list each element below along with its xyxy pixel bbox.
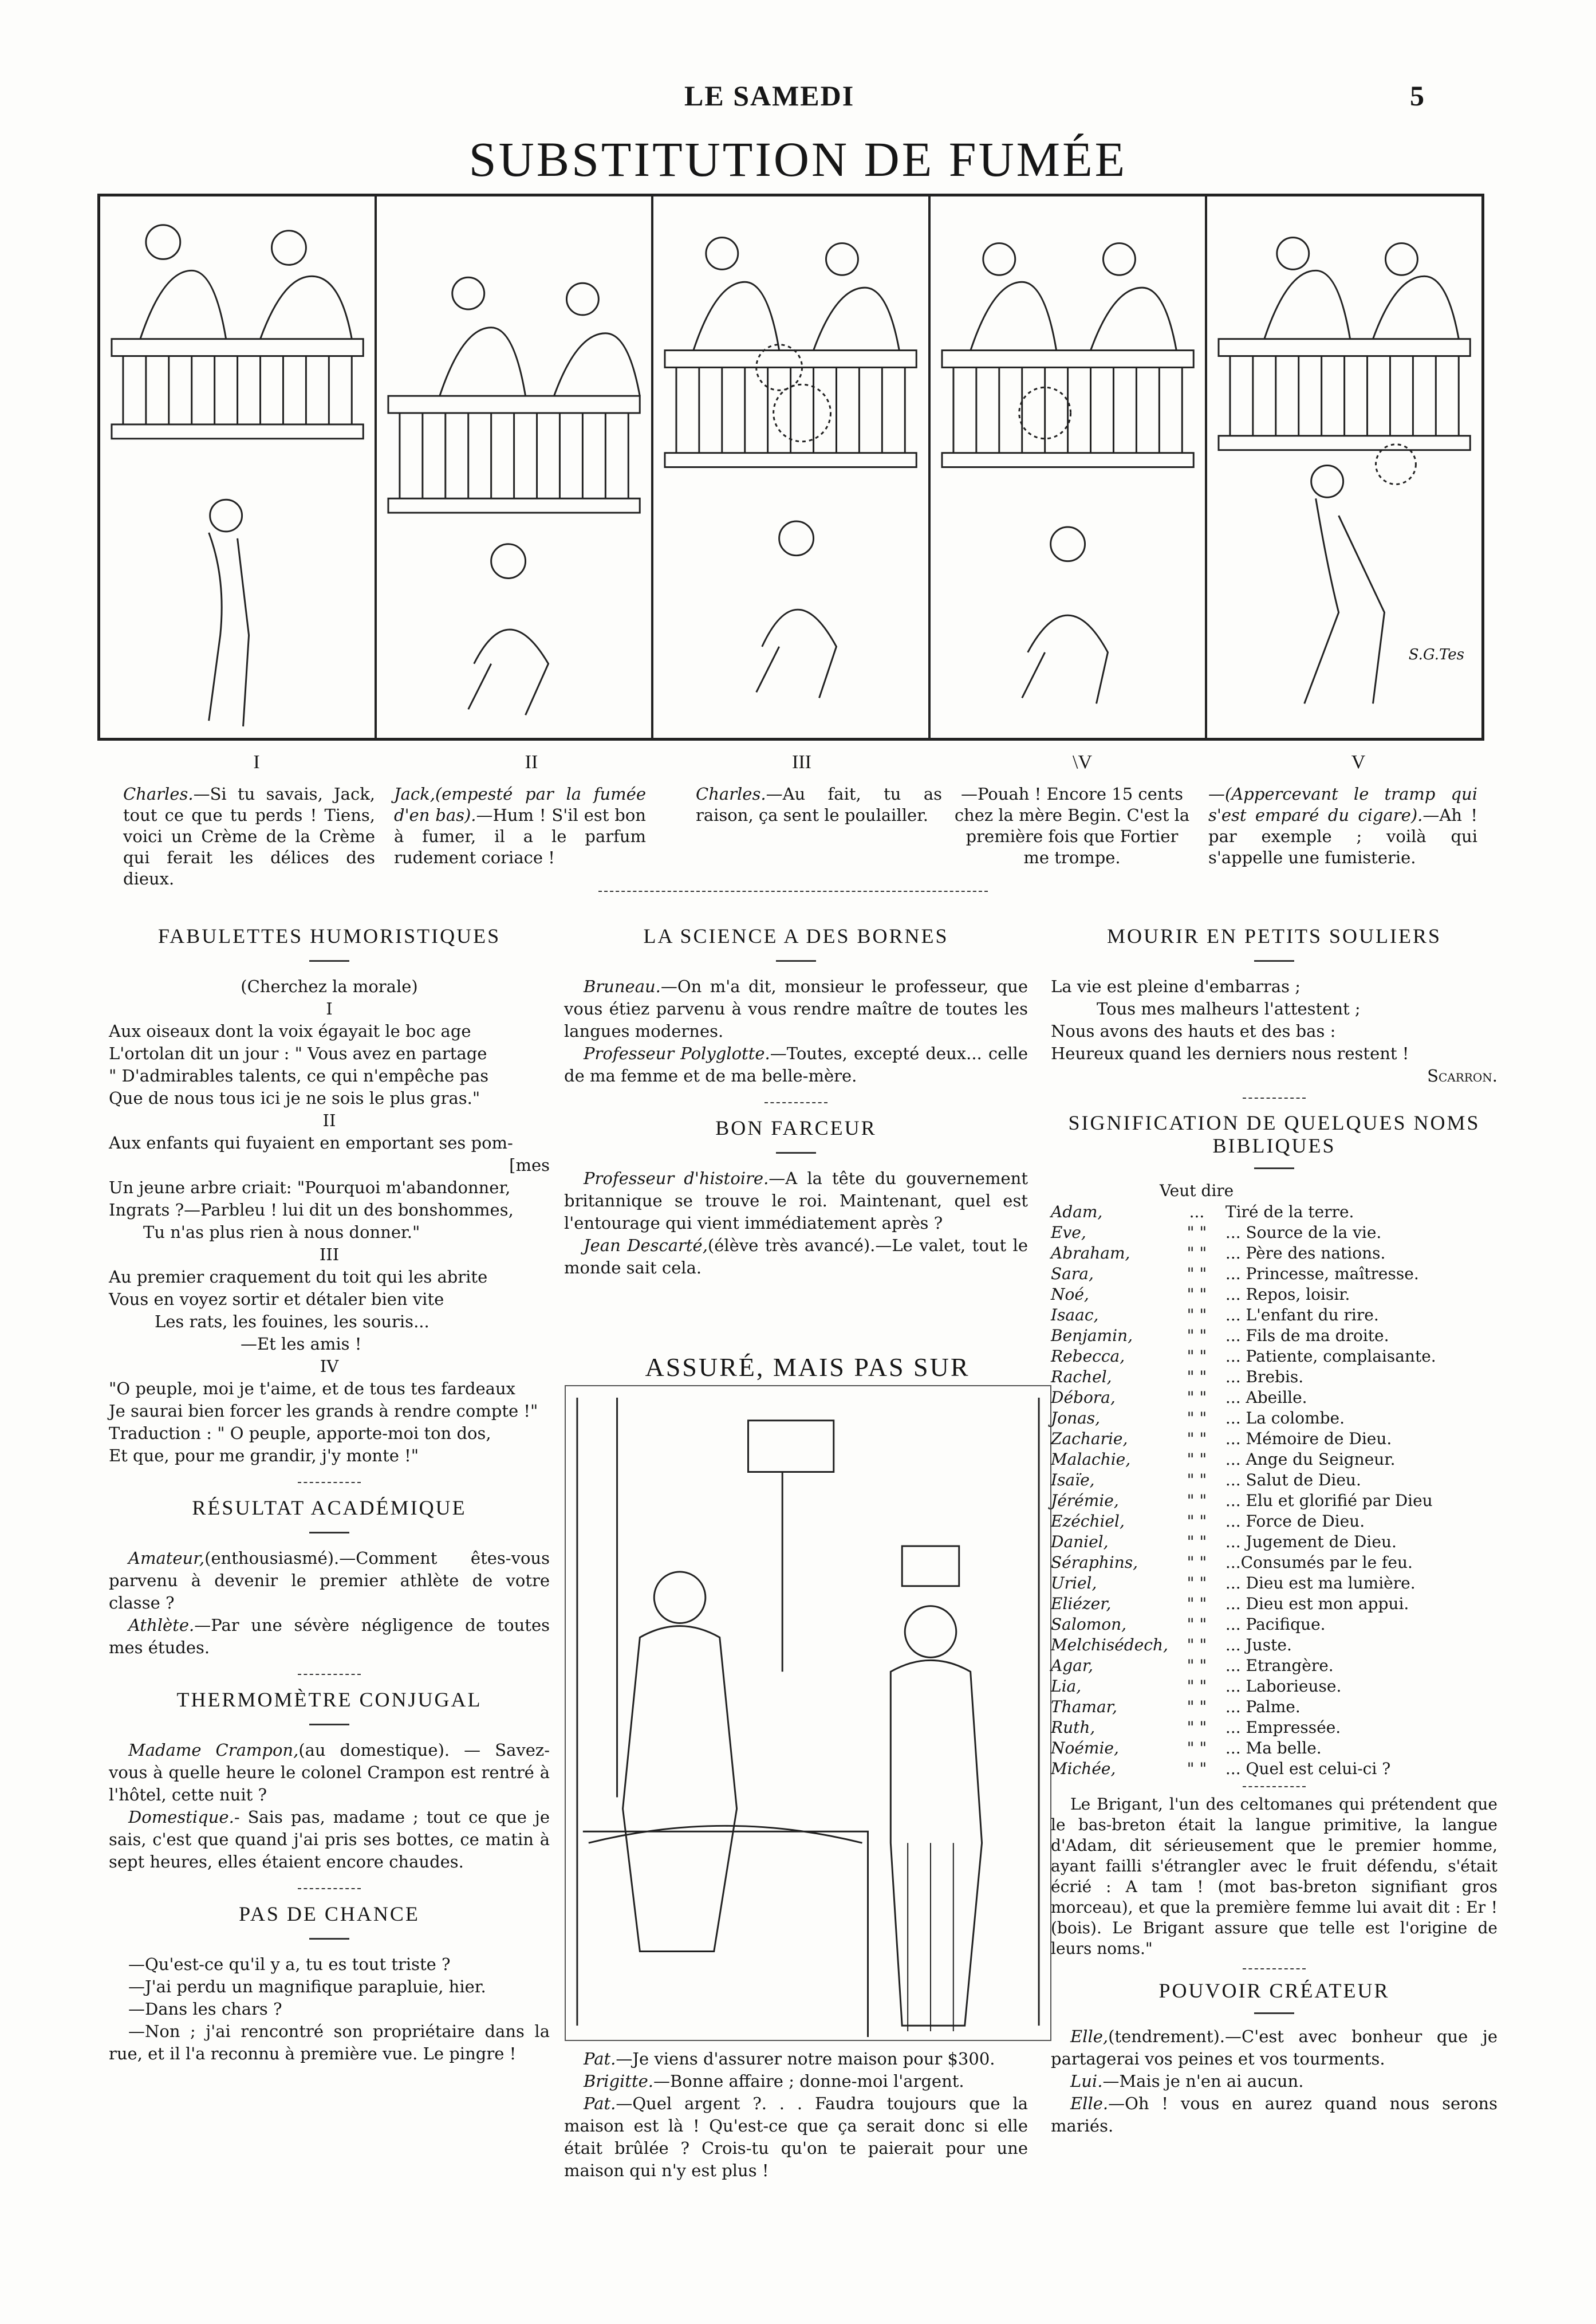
ditto-mark: " " bbox=[1187, 1553, 1207, 1572]
comic-panel-2 bbox=[377, 196, 653, 738]
speaker: Pat. bbox=[584, 2049, 616, 2069]
caption-speaker: Jack,(empesté par la fumée d'en bas). bbox=[394, 784, 646, 825]
biblical-name: Rachel, bbox=[1051, 1367, 1112, 1386]
names-table-header: Veut dire bbox=[1160, 1181, 1234, 1200]
ditto-mark: " " bbox=[1187, 1532, 1207, 1551]
dialogue-line bbox=[564, 976, 1028, 1043]
panel-drawing-2 bbox=[377, 196, 651, 738]
name-meaning: ... Jugement de Dieu. bbox=[1225, 1532, 1397, 1551]
speaker: Athlète. bbox=[128, 1615, 195, 1635]
thermometre-heading: THERMOMÈTRE CONJUGAL bbox=[176, 1688, 482, 1711]
panel-drawing-4 bbox=[931, 196, 1205, 738]
speaker: Elle, bbox=[1070, 2027, 1109, 2046]
page-number: 5 bbox=[1410, 80, 1425, 112]
biblical-name: Isaïe, bbox=[1051, 1470, 1095, 1489]
speech: —Toutes, excepté deux... celle de ma femme et de ma belle-mère. bbox=[564, 1044, 1028, 1086]
biblical-name: Agar, bbox=[1051, 1656, 1094, 1675]
caption-speaker: Charles. bbox=[696, 784, 766, 804]
name-meaning: ... Empressée. bbox=[1225, 1718, 1341, 1737]
poem-line: La vie est pleine d'embarras ; bbox=[1051, 977, 1301, 996]
caption-2 bbox=[394, 784, 646, 868]
ditto-mark: " " bbox=[1187, 1305, 1207, 1324]
journal-name: LE SAMEDI bbox=[684, 80, 855, 112]
name-row bbox=[1051, 1326, 1498, 1346]
biblical-name: Séraphins, bbox=[1051, 1553, 1138, 1572]
poem-line: Heureux quand les derniers nous restent ! bbox=[1051, 1044, 1409, 1063]
fable-line: Aux oiseaux dont la voix égayait le boc age bbox=[109, 1021, 471, 1041]
ditto-mark: ... bbox=[1189, 1202, 1205, 1221]
name-row bbox=[1051, 1614, 1498, 1635]
name-meaning: ... Repos, loisir. bbox=[1225, 1285, 1350, 1304]
name-row bbox=[1051, 1284, 1498, 1305]
name-row bbox=[1051, 1429, 1498, 1449]
ditto-mark: " " bbox=[1187, 1223, 1207, 1242]
name-meaning: ... Ange du Seigneur. bbox=[1225, 1450, 1396, 1469]
poem-line: Nous avons des hauts et des bas : bbox=[1051, 1021, 1336, 1041]
name-row bbox=[1051, 1202, 1498, 1222]
ditto-mark: " " bbox=[1187, 1615, 1207, 1634]
panel-numeral-5: V bbox=[1351, 752, 1366, 773]
fable-line: Que de nous tous ici je ne sois le plus gras." bbox=[109, 1088, 480, 1108]
fable-line: Les rats, les fouines, les souris... bbox=[155, 1312, 429, 1331]
panel-numeral-1: I bbox=[253, 752, 260, 773]
illustration-drawing bbox=[566, 1386, 1050, 2040]
ditto-mark: " " bbox=[1187, 1574, 1207, 1592]
name-meaning: ... Palme. bbox=[1225, 1697, 1301, 1716]
biblical-name: Débora, bbox=[1051, 1388, 1116, 1407]
divider bbox=[309, 1938, 349, 1940]
fable-line: " D'admirables talents, ce qui n'empêche pas bbox=[109, 1066, 489, 1086]
speech: - Sais pas, madame ; tout ce que je sais, c'est que quand j'ai pris ses bottes, ce matin à sept heures, elles étaient encore chaudes. bbox=[109, 1807, 550, 1871]
fable-line: Au premier craquement du toit qui les abrite bbox=[109, 1267, 488, 1287]
signification-heading: SIGNIFICATION DE QUELQUES NOMS BIBLIQUES bbox=[1068, 1111, 1480, 1157]
fabulettes-heading: FABULETTES HUMORISTIQUES bbox=[157, 925, 501, 947]
name-row bbox=[1051, 1655, 1498, 1676]
fable-line: Tu n'as plus rien à nous donner." bbox=[143, 1222, 420, 1242]
name-row bbox=[1051, 1264, 1498, 1284]
poem-line: Tous mes malheurs l'attestent ; bbox=[1097, 999, 1361, 1019]
mourir-heading: MOURIR EN PETITS SOULIERS bbox=[1106, 925, 1442, 947]
biblical-name: Thamar, bbox=[1051, 1697, 1117, 1716]
dialogue-line bbox=[1051, 2070, 1498, 2093]
divider bbox=[298, 1674, 361, 1675]
brigant-paragraph: Le Brigant, l'un des celtomanes qui prétendent que le bas-breton était la langue primitive, la langue d'Adam, dit sérieusement que le premier homme, ayant failli s'étrangler avec le fruit défendu, s'était écrié : A tam ! (mot bas-breton signifiant gros morceau), et que la première femme lui avait dit : Er ! (bois). Le Brigant assure que telle est l'origine de leurs noms." bbox=[1051, 1795, 1498, 1958]
divider bbox=[1243, 1786, 1306, 1787]
divider bbox=[776, 960, 816, 962]
speech: —A la tête du gouvernement britannique se trouve le roi. Maintenant, quel est l'entourage qui vient immédiatement après ? bbox=[564, 1169, 1028, 1233]
fable-line: L'ortolan dit un jour : " Vous avez en partage bbox=[109, 1044, 487, 1063]
divider bbox=[598, 891, 988, 892]
name-row bbox=[1051, 1594, 1498, 1614]
name-meaning: ... Dieu est mon appui. bbox=[1225, 1594, 1409, 1613]
dialogue-line bbox=[564, 1234, 1028, 1279]
biblical-name: Michée, bbox=[1051, 1759, 1116, 1778]
speaker: Professeur Polyglotte. bbox=[584, 1044, 770, 1063]
speech: (enthousiasmé).—Comment êtes-vous parvenu à devenir le premier athlète de votre classe ? bbox=[109, 1548, 550, 1613]
speech: (élève très avancé).—Le valet, tout le monde sait cela. bbox=[564, 1236, 1028, 1277]
name-meaning: ... Brebis. bbox=[1225, 1367, 1304, 1386]
speaker: Domestique. bbox=[128, 1807, 234, 1827]
fable-number: IV bbox=[320, 1356, 339, 1376]
caption-text: —Ah ! par exemple ; voilà qui s'appelle une fumisterie. bbox=[1208, 805, 1477, 867]
pas-de-chance-heading: PAS DE CHANCE bbox=[239, 1902, 420, 1925]
fable-number: II bbox=[322, 1111, 336, 1130]
biblical-name: Eliézer, bbox=[1051, 1594, 1112, 1613]
divider bbox=[309, 1532, 349, 1533]
name-meaning: ... Fils de ma droite. bbox=[1225, 1326, 1389, 1345]
name-row bbox=[1051, 1573, 1498, 1594]
divider bbox=[298, 1888, 361, 1889]
ditto-mark: " " bbox=[1187, 1697, 1207, 1716]
ditto-mark: " " bbox=[1187, 1326, 1207, 1345]
artist-signature: S.G.Tes bbox=[1408, 646, 1465, 663]
page-title: SUBSTITUTION DE FUMÉE bbox=[468, 132, 1128, 187]
dialogue-line bbox=[564, 2048, 1028, 2070]
name-meaning: ... Salut de Dieu. bbox=[1225, 1470, 1361, 1489]
ditto-mark: " " bbox=[1187, 1450, 1207, 1469]
name-meaning: ... L'enfant du rire. bbox=[1225, 1305, 1379, 1324]
ditto-mark: " " bbox=[1187, 1285, 1207, 1304]
fable-line: Vous en voyez sortir et détaler bien vite bbox=[109, 1289, 444, 1309]
dialogue-line bbox=[1051, 2093, 1498, 2137]
name-row bbox=[1051, 1552, 1498, 1573]
divider bbox=[1254, 1167, 1294, 1169]
ditto-mark: " " bbox=[1187, 1367, 1207, 1386]
fable-line: Je saurai bien forcer les grands à rendre compte !" bbox=[109, 1401, 538, 1421]
biblical-name: Eve, bbox=[1051, 1223, 1086, 1242]
dialogue-line bbox=[564, 1043, 1028, 1087]
ditto-mark: " " bbox=[1187, 1388, 1207, 1407]
ditto-mark: " " bbox=[1187, 1429, 1207, 1448]
divider bbox=[776, 1152, 816, 1154]
ditto-mark: " " bbox=[1187, 1718, 1207, 1737]
divider bbox=[309, 960, 349, 962]
biblical-name: Noé, bbox=[1051, 1285, 1089, 1304]
name-row bbox=[1051, 1367, 1498, 1387]
biblical-name: Lia, bbox=[1051, 1677, 1082, 1696]
name-meaning: ... Abeille. bbox=[1225, 1388, 1307, 1407]
panel-drawing-1 bbox=[100, 196, 375, 738]
fable-line: Et que, pour me grandir, j'y monte !" bbox=[109, 1446, 419, 1465]
column-left bbox=[109, 925, 550, 2065]
name-row bbox=[1051, 1243, 1498, 1264]
ditto-mark: " " bbox=[1187, 1347, 1207, 1366]
panel-numeral-4: \V bbox=[1073, 752, 1092, 773]
biblical-name: Rebecca, bbox=[1051, 1347, 1125, 1366]
assure-heading: ASSURÉ, MAIS PAS SUR bbox=[645, 1352, 970, 1382]
fable-line: [mes bbox=[509, 1155, 550, 1175]
pouvoir-heading: POUVOIR CRÉATEUR bbox=[1158, 1979, 1390, 2002]
dialogue-line bbox=[109, 1739, 550, 1806]
dialogue-line bbox=[109, 1806, 550, 1873]
name-meaning: ... Etrangère. bbox=[1225, 1656, 1334, 1675]
name-meaning: ... Force de Dieu. bbox=[1225, 1512, 1365, 1531]
name-meaning: ... Pacifique. bbox=[1225, 1615, 1326, 1634]
biblical-name: Benjamin, bbox=[1051, 1326, 1133, 1345]
caption-4 bbox=[952, 784, 1192, 868]
fable-line: Traduction : " O peuple, apporte-moi ton dos, bbox=[109, 1424, 491, 1443]
name-row bbox=[1051, 1635, 1498, 1655]
name-meaning: ... Mémoire de Dieu. bbox=[1225, 1429, 1392, 1448]
biblical-name: Ezéchiel, bbox=[1051, 1512, 1125, 1531]
dialogue-line: —J'ai perdu un magnifique parapluie, hier. bbox=[128, 1977, 486, 1996]
name-row bbox=[1051, 1717, 1498, 1738]
dialogue-line bbox=[564, 2093, 1028, 2182]
biblical-name: Adam, bbox=[1051, 1202, 1103, 1221]
name-meaning: Tiré de la terre. bbox=[1225, 1202, 1354, 1221]
name-meaning: ... La colombe. bbox=[1225, 1409, 1345, 1428]
ditto-mark: " " bbox=[1187, 1491, 1207, 1510]
name-meaning: ... Juste. bbox=[1225, 1635, 1292, 1654]
speech: —Oh ! vous en aurez quand nous serons mariés. bbox=[1051, 2094, 1498, 2136]
caption-1 bbox=[123, 784, 375, 890]
biblical-name: Daniel, bbox=[1051, 1532, 1109, 1551]
name-row bbox=[1051, 1408, 1498, 1429]
comic-panel-1 bbox=[100, 196, 377, 738]
dialogue-line: —Non ; j'ai rencontré son propriétaire dans la rue, et il l'a reconnu à première vue. Le pingre ! bbox=[109, 2022, 550, 2063]
panel-numeral-3: III bbox=[792, 752, 811, 773]
name-meaning: ... Elu et glorifié par Dieu bbox=[1225, 1491, 1433, 1510]
column-middle bbox=[564, 925, 1028, 1279]
speaker: Elle. bbox=[1070, 2094, 1109, 2113]
name-meaning: ... Source de la vie. bbox=[1225, 1223, 1382, 1242]
fabulettes-subtitle: (Cherchez la morale) bbox=[241, 977, 418, 996]
name-row bbox=[1051, 1759, 1498, 1779]
name-row bbox=[1051, 1697, 1498, 1717]
name-row bbox=[1051, 1470, 1498, 1491]
name-row bbox=[1051, 1491, 1498, 1511]
bon-farceur-heading: BON FARCEUR bbox=[715, 1116, 877, 1139]
fable-line: Aux enfants qui fuyaient en emportant ses pom- bbox=[109, 1133, 513, 1153]
speaker: Bruneau. bbox=[584, 977, 661, 996]
ditto-mark: " " bbox=[1187, 1244, 1207, 1263]
science-heading: LA SCIENCE A DES BORNES bbox=[643, 925, 949, 947]
ditto-mark: " " bbox=[1187, 1759, 1207, 1778]
caption-3 bbox=[696, 784, 942, 826]
biblical-names-table bbox=[1051, 1202, 1498, 1779]
dialogue-line: —Qu'est-ce qu'il y a, tu es tout triste ? bbox=[128, 1955, 451, 1974]
biblical-name: Salomon, bbox=[1051, 1615, 1127, 1634]
name-row bbox=[1051, 1676, 1498, 1697]
name-row bbox=[1051, 1346, 1498, 1367]
divider bbox=[1254, 2012, 1294, 2014]
name-row bbox=[1051, 1532, 1498, 1552]
resultat-heading: RÉSULTAT ACADÉMIQUE bbox=[192, 1496, 467, 1519]
biblical-name: Melchisédech, bbox=[1051, 1635, 1168, 1654]
speech: (tendrement).—C'est avec bonheur que je partagerai vos peines et vos tourments. bbox=[1051, 2027, 1498, 2069]
name-meaning: ... Patiente, complaisante. bbox=[1225, 1347, 1436, 1366]
name-row bbox=[1051, 1305, 1498, 1326]
dialogue-line bbox=[109, 1614, 550, 1659]
ditto-mark: " " bbox=[1187, 1264, 1207, 1283]
assure-dialogue bbox=[564, 2048, 1028, 2182]
biblical-name: Uriel, bbox=[1051, 1574, 1097, 1592]
divider bbox=[1254, 960, 1294, 962]
name-meaning: ... Père des nations. bbox=[1225, 1244, 1386, 1263]
divider bbox=[309, 1724, 349, 1725]
speech: —On m'a dit, monsieur le professeur, que vous étiez parvenu à vous rendre maître de toutes les langues modernes. bbox=[564, 977, 1028, 1041]
speech: (au domestique). — Savez-vous à quelle heure le colonel Crampon est rentré à l'hôtel, cette nuit ? bbox=[109, 1740, 550, 1804]
ditto-mark: " " bbox=[1187, 1677, 1207, 1696]
caption-speaker: —(Appercevant le tramp qui s'est emparé du cigare). bbox=[1208, 784, 1477, 825]
comic-panel-5 bbox=[1207, 196, 1481, 738]
biblical-name: Malachie, bbox=[1051, 1450, 1131, 1469]
divider bbox=[1243, 1098, 1306, 1099]
ditto-mark: " " bbox=[1187, 1512, 1207, 1531]
biblical-name: Abraham, bbox=[1051, 1244, 1130, 1263]
ditto-mark: " " bbox=[1187, 1635, 1207, 1654]
caption-text: —Hum ! S'il est bon à fumer, il a le parfum rudement coriace ! bbox=[394, 805, 646, 867]
dialogue-line: —Dans les chars ? bbox=[128, 1999, 282, 2019]
name-meaning: ...Consumés par le feu. bbox=[1225, 1553, 1413, 1572]
caption-text: —Si tu savais, Jack, tout ce que tu perds ! Tiens, voici un Crème de la Crème qui ferait les délices des dieux. bbox=[123, 784, 375, 888]
name-row bbox=[1051, 1387, 1498, 1408]
biblical-name: Sara, bbox=[1051, 1264, 1094, 1283]
dialogue-line bbox=[1051, 2026, 1498, 2070]
caption-text: —Au fait, tu as raison, ça sent le poulailler. bbox=[696, 784, 942, 825]
ditto-mark: " " bbox=[1187, 1409, 1207, 1428]
comic-strip bbox=[97, 194, 1484, 741]
ditto-mark: " " bbox=[1187, 1594, 1207, 1613]
speaker: Jean Descarté, bbox=[584, 1236, 708, 1255]
fable-number: III bbox=[319, 1245, 340, 1264]
divider bbox=[298, 1482, 361, 1483]
speaker: Pat. bbox=[584, 2094, 616, 2113]
name-row bbox=[1051, 1738, 1498, 1759]
name-row bbox=[1051, 1449, 1498, 1470]
name-meaning: ... Dieu est ma lumière. bbox=[1225, 1574, 1416, 1592]
fable-number: I bbox=[326, 999, 333, 1019]
dialogue-line bbox=[109, 1547, 550, 1614]
biblical-name: Ruth, bbox=[1051, 1718, 1095, 1737]
biblical-name: Zacharie, bbox=[1051, 1429, 1128, 1448]
caption-5 bbox=[1208, 784, 1477, 868]
speech: —Bonne affaire ; donne-moi l'argent. bbox=[653, 2071, 964, 2091]
speaker: Amateur, bbox=[128, 1548, 205, 1568]
panel-numeral-2: II bbox=[525, 752, 538, 773]
fable-line: "O peuple, moi je t'aime, et de tous tes fardeaux bbox=[109, 1379, 516, 1398]
name-meaning: ... Ma belle. bbox=[1225, 1739, 1322, 1757]
biblical-name: Noémie, bbox=[1051, 1739, 1119, 1757]
caption-speaker: Charles. bbox=[123, 784, 194, 804]
speaker: Madame Crampon, bbox=[128, 1740, 299, 1760]
biblical-name: Isaac, bbox=[1051, 1305, 1099, 1324]
comic-panel-4 bbox=[931, 196, 1207, 738]
dialogue-line bbox=[564, 1167, 1028, 1234]
poem-author: Scarron. bbox=[1427, 1066, 1498, 1086]
speech: —Par une sévère négligence de toutes mes études. bbox=[109, 1615, 550, 1657]
speaker: Brigitte. bbox=[584, 2071, 653, 2091]
fable-line: —Et les amis ! bbox=[241, 1334, 362, 1354]
ditto-mark: " " bbox=[1187, 1739, 1207, 1757]
name-meaning: ... Quel est celui-ci ? bbox=[1225, 1759, 1391, 1778]
speaker: Lui. bbox=[1070, 2071, 1103, 2091]
panel-drawing-3 bbox=[653, 196, 928, 738]
speech: —Mais je n'en ai aucun. bbox=[1102, 2071, 1304, 2091]
speech: —Quel argent ?. . . Faudra toujours que la maison est là ! Qu'est-ce que ça serait donc si elle était brûlée ? Crois-tu qu'on te paierait pour une maison qui n'y est plus ! bbox=[564, 2094, 1028, 2180]
name-row bbox=[1051, 1511, 1498, 1532]
speaker: Professeur d'histoire. bbox=[584, 1169, 769, 1188]
dialogue-line bbox=[564, 2070, 1028, 2093]
biblical-name: Jonas, bbox=[1051, 1409, 1101, 1428]
ditto-mark: " " bbox=[1187, 1470, 1207, 1489]
biblical-name: Jérémie, bbox=[1051, 1491, 1119, 1510]
fable-line: Ingrats ?—Parbleu ! lui dit un des bonshommes, bbox=[109, 1200, 514, 1220]
name-row bbox=[1051, 1222, 1498, 1243]
speech: —Je viens d'assurer notre maison pour $300. bbox=[616, 2049, 995, 2069]
ditto-mark: " " bbox=[1187, 1656, 1207, 1675]
divider bbox=[764, 1102, 827, 1103]
divider bbox=[1243, 1968, 1306, 1969]
name-meaning: ... Laborieuse. bbox=[1225, 1677, 1342, 1696]
fable-line: Un jeune arbre criait: "Pourquoi m'abandonner, bbox=[109, 1178, 511, 1197]
column-right bbox=[1051, 925, 1498, 2137]
illustration-pat-brigitte bbox=[565, 1385, 1051, 2041]
caption-text: —Pouah ! Encore 15 cents chez la mère Begin. C'est la première fois que Fortier me trompe. bbox=[954, 784, 1190, 867]
name-meaning: ... Princesse, maîtresse. bbox=[1225, 1264, 1419, 1283]
comic-panel-3 bbox=[653, 196, 930, 738]
